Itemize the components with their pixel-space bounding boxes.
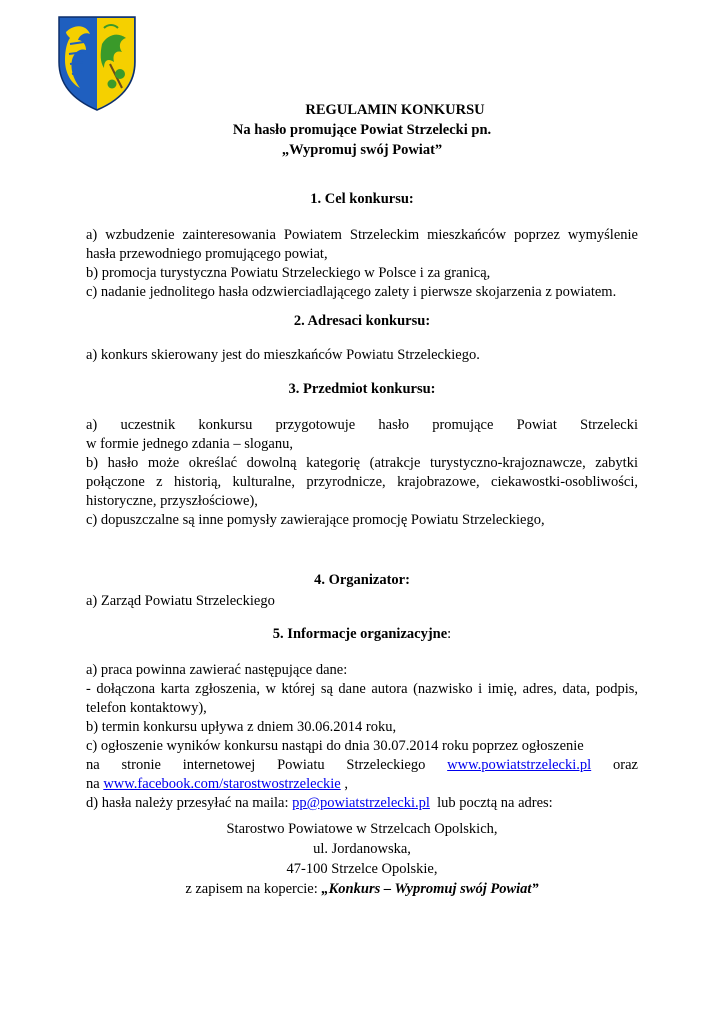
c3-suffix: , — [340, 776, 348, 792]
section-3-b-line-3: historyczne, przyszłościowe), — [86, 493, 258, 509]
envelope-note: z zapisem na kopercie: — [185, 881, 322, 897]
section-3-c: c) dopuszczalne są inne pomysły zawierające promocję Powiatu Strzeleckiego, — [86, 512, 545, 528]
postal-address — [86, 819, 638, 899]
section-3-body — [86, 416, 638, 530]
header-line-2: Na hasło promujące Powiat Strzelecki pn. — [232, 122, 492, 138]
section-5-c-line-3 — [86, 775, 638, 794]
header-line-1: REGULAMIN KONKURSU — [305, 102, 485, 118]
section-5-title-text: 5. Informacje organizacyjne — [272, 626, 448, 642]
c3-prefix: na — [86, 776, 104, 792]
section-3-a-line-2: w formie jednego zdania – sloganu, — [86, 436, 293, 452]
section-1-a-line-2: hasła przewodniego promującego powiat, — [86, 246, 328, 262]
section-1-b: b) promocja turystyczna Powiatu Strzeleckiego w Polsce i za granicą, — [86, 265, 491, 281]
section-5-body — [86, 661, 638, 813]
section-1-body — [86, 226, 638, 302]
section-5-title — [86, 626, 638, 643]
section-5-dash-line-2: telefon kontaktowy), — [86, 700, 207, 716]
c2-word-5: Strzeleckiego — [346, 757, 426, 773]
address-line-4 — [86, 879, 638, 899]
section-4-title: 4. Organizator: — [314, 572, 410, 588]
section-5-a: a) praca powinna zawierać następujące dane: — [86, 662, 348, 678]
section-3-title: 3. Przedmiot konkursu: — [288, 381, 436, 397]
section-5-c-line-1: c) ogłoszenie wyników konkursu nastąpi do dnia 30.07.2014 roku poprzez ogłoszenie — [86, 738, 584, 754]
section-2-title: 2. Adresaci konkursu: — [293, 313, 431, 329]
section-2-body — [86, 346, 638, 365]
website-link[interactable]: www.powiatstrzelecki.pl — [447, 757, 592, 773]
section-5-d — [86, 794, 638, 813]
envelope-label: „Konkurs – Wypromuj swój Powiat” — [321, 881, 539, 897]
header-line-3: „Wypromuj swój Powiat” — [281, 142, 443, 158]
d-suffix: lub pocztą na adres: — [429, 795, 553, 811]
section-1-a-line-1: a) wzbudzenie zainteresowania Powiatem Strzeleckim mieszkańców poprzez wymyślenie — [86, 227, 638, 243]
address-line-2: ul. Jordanowska, — [313, 841, 411, 857]
section-1-title: 1. Cel konkursu: — [310, 191, 414, 207]
section-5-title-colon: : — [447, 626, 452, 642]
facebook-link[interactable]: www.facebook.com/starostwostrzeleckie — [103, 776, 341, 792]
coat-of-arms-icon — [56, 14, 138, 112]
section-5-c-line-2 — [86, 756, 638, 775]
document-header — [0, 100, 724, 160]
section-3-b-line-2: połączone z historią, kulturalne, przyrodnicze, krajobrazowe, ciekawostki-osobliwości, — [86, 474, 638, 490]
c2-word-1: na — [86, 757, 100, 773]
section-4-body — [86, 592, 638, 611]
section-2-a: a) konkurs skierowany jest do mieszkańców Powiatu Strzeleckiego. — [86, 347, 480, 363]
c2-word-3: internetowej — [182, 757, 256, 773]
section-3-a-line-1: a) uczestnik konkursu przygotowuje hasło promujące Powiat Strzelecki — [86, 417, 638, 433]
address-line-3: 47-100 Strzelce Opolskie, — [286, 861, 438, 877]
d-prefix: d) hasła należy przesyłać na maila: — [86, 795, 293, 811]
section-5-dash-line-1: - dołączona karta zgłoszenia, w której są dane autora (nazwisko i imię, adres, data, podpis, — [86, 681, 638, 697]
section-1-c: c) nadanie jednolitego hasła odzwierciadlającego zalety i pierwsze skojarzenia z powiatem. — [86, 284, 617, 300]
section-4-a: a) Zarząd Powiatu Strzeleckiego — [86, 593, 275, 609]
c2-word-2: stronie — [121, 757, 161, 773]
c2-word-4: Powiatu — [277, 757, 325, 773]
section-5-b: b) termin konkursu upływa z dniem 30.06.2014 roku, — [86, 719, 397, 735]
email-link[interactable]: pp@powiatstrzelecki.pl — [292, 795, 430, 811]
address-line-1: Starostwo Powiatowe w Strzelcach Opolskich, — [226, 821, 498, 837]
c2-word-6: oraz — [613, 757, 638, 773]
section-3-b-line-1: b) hasło może określać dowolną kategorię (atrakcje turystyczno-krajoznawcze, zabytki — [86, 455, 638, 471]
